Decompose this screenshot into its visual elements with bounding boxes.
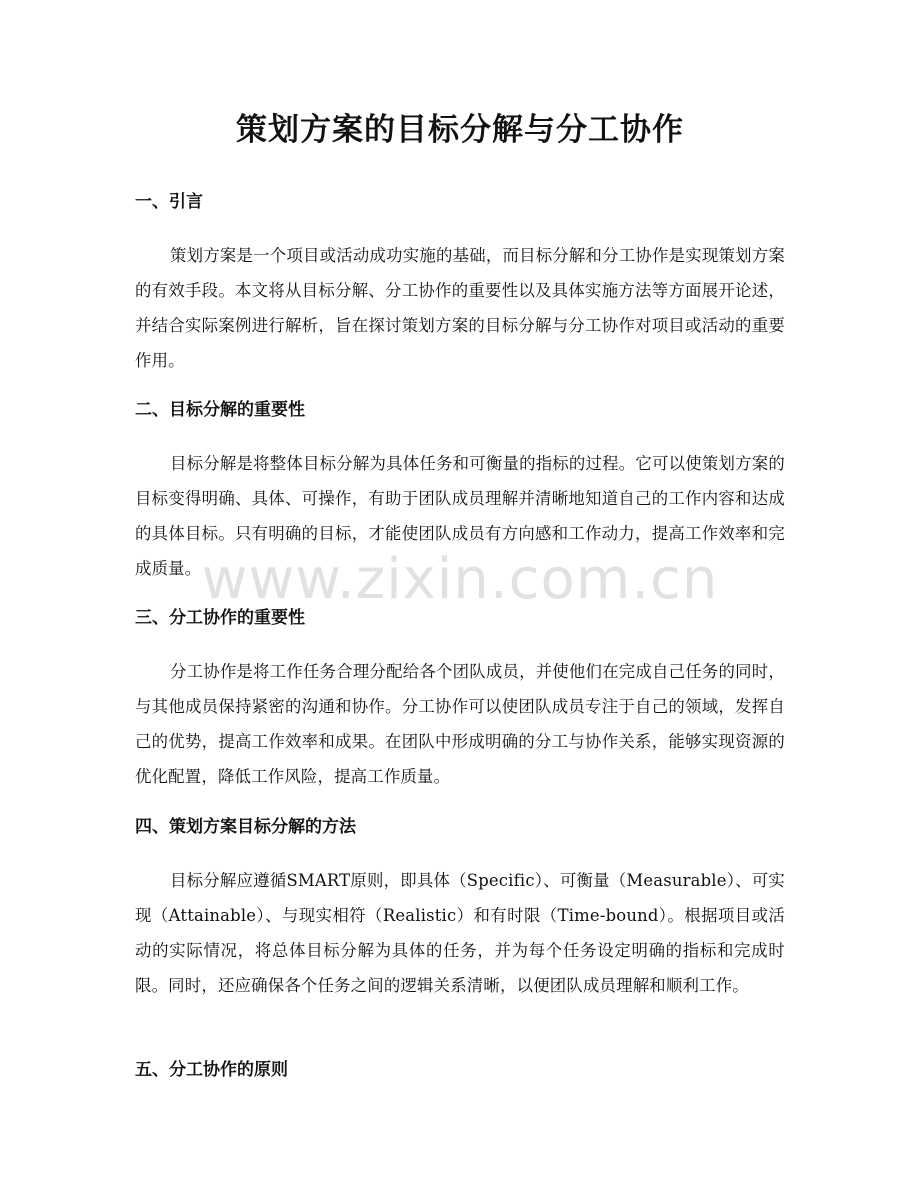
section-introduction (135, 190, 785, 378)
section-heading: 二、目标分解的重要性 (135, 400, 305, 420)
section-paragraph: 目标分解应遵循SMART原则，即具体（Specific）、可衡量（Measurable）、可实现（Attainable）、与现实相符（Realistic）和有时限（Time-bound）。根据项目或活动的实际情况，将总体目标分解为具体的任务，并为每个任务设定明确的指标和完成时限。同时，还应确保各个任务之间的逻辑关系清晰，以便团队成员理解和顺利工作。 (135, 871, 785, 995)
section-paragraph: 策划方案是一个项目或活动成功实施的基础，而目标分解和分工协作是实现策划方案的有效手段。本文将从目标分解、分工协作的重要性以及具体实施方法等方面展开论述，并结合实际案例进行解析，旨在探讨策划方案的目标分解与分工协作对项目或活动的重要作用。 (135, 246, 785, 370)
document-title: 策划方案的目标分解与分工协作 (236, 112, 684, 148)
section-heading: 三、分工协作的重要性 (135, 608, 305, 628)
section-paragraph: 目标分解是将整体目标分解为具体任务和可衡量的指标的过程。它可以使策划方案的目标变得明确、具体、可操作，有助于团队成员理解并清晰地知道自己的工作内容和达成的具体目标。只有明确的目标，才能使团队成员有方向感和工作动力，提高工作效率和完成质量。 (135, 454, 785, 578)
section-division-collaboration-importance (135, 606, 785, 794)
section-heading: 五、分工协作的原则 (135, 1060, 288, 1080)
section-heading: 一、引言 (135, 192, 203, 212)
section-paragraph: 分工协作是将工作任务合理分配给各个团队成员，并使他们在完成自己任务的同时，与其他成员保持紧密的沟通和协作。分工协作可以使团队成员专注于自己的领域，发挥自己的优势，提高工作效率和成果。在团队中形成明确的分工与协作关系，能够实现资源的优化配置，降低工作风险，提高工作质量。 (135, 662, 785, 786)
section-division-collaboration-principles (135, 1058, 785, 1082)
watermark: www.zixin.com.cn (201, 547, 719, 612)
section-goal-decomposition-methods (135, 815, 785, 1003)
section-heading: 四、策划方案目标分解的方法 (135, 817, 356, 837)
section-goal-decomposition-importance (135, 398, 785, 586)
